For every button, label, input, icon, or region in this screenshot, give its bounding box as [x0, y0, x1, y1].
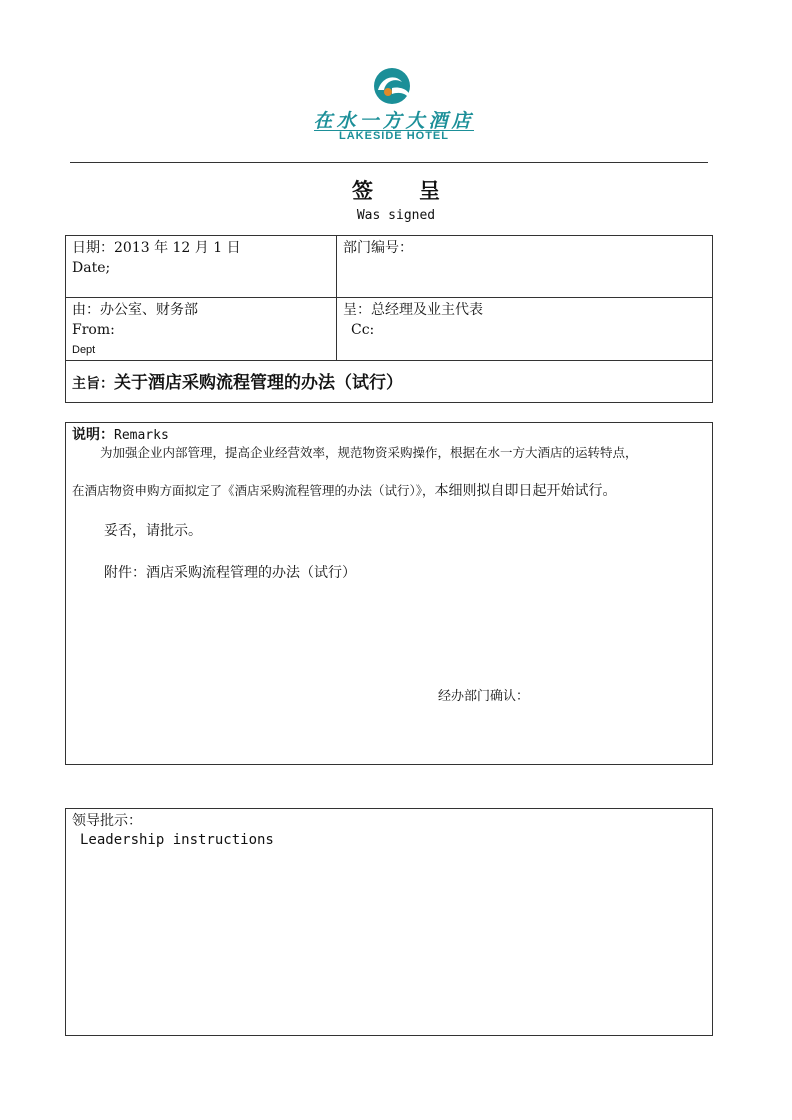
- subject-label: 主旨：: [72, 376, 114, 392]
- from-cell: [72, 300, 332, 360]
- logo-english-name: LAKESIDE HOTEL: [339, 130, 449, 142]
- subject-cell: [72, 371, 708, 396]
- to-cell: [343, 300, 703, 340]
- remarks-box: [65, 422, 713, 765]
- remarks-request: 妥否，请批示。: [104, 523, 202, 539]
- hotel-logo: [292, 66, 496, 158]
- date-value: 2013 年 12 月 1 日: [114, 240, 241, 256]
- header-divider: [70, 162, 708, 163]
- from-dept-en: Dept: [72, 344, 96, 356]
- remarks-paragraph-2b: 本细则拟自即日起开始试行。: [434, 483, 617, 499]
- remarks-label: 说明：: [72, 427, 114, 443]
- document-title: 签呈: [352, 178, 486, 203]
- leadership-label-en: Leadership instructions: [80, 832, 274, 848]
- remarks-paragraph-2: [72, 481, 708, 501]
- dept-number-cell: [343, 238, 703, 258]
- logo-chinese-name: 在水一方大酒店: [313, 110, 475, 132]
- table-divider-vertical: [336, 236, 337, 360]
- info-table: [65, 235, 713, 403]
- date-line: [72, 238, 332, 258]
- table-divider-row2: [66, 360, 712, 361]
- document-subtitle: Was signed: [356, 208, 436, 223]
- remarks-paragraph-2a: 在酒店物资申购方面拟定了《酒店采购流程管理的办法（试行）》，: [72, 483, 435, 498]
- table-divider-row1: [66, 297, 712, 298]
- remarks-paragraph-1: 为加强企业内部管理，提高企业经营效率，规范物资采购操作，根据在水一方大酒店的运转特点，: [100, 445, 638, 460]
- to-label: 呈：总经理及业主代表: [343, 302, 483, 318]
- date-label-en: Date;: [72, 260, 111, 276]
- to-label-en: Cc:: [351, 322, 375, 338]
- subject-value: 关于酒店采购流程管理的办法（试行）: [114, 373, 403, 393]
- from-label: 由：办公室、财务部: [72, 302, 198, 318]
- leadership-label: 领导批示：: [72, 813, 142, 829]
- date-cell: [72, 238, 332, 278]
- dept-number-label: 部门编号：: [343, 240, 413, 256]
- dept-confirm-label: 经办部门确认：: [438, 689, 530, 704]
- date-label: 日期：: [72, 240, 114, 256]
- remarks-label-en: Remarks: [114, 428, 169, 443]
- remarks-attachment: 附件：酒店采购流程管理的办法（试行）: [104, 565, 356, 581]
- leadership-box: [65, 808, 713, 1036]
- logo-emblem-icon: [292, 66, 496, 106]
- from-label-en: From:: [72, 322, 115, 338]
